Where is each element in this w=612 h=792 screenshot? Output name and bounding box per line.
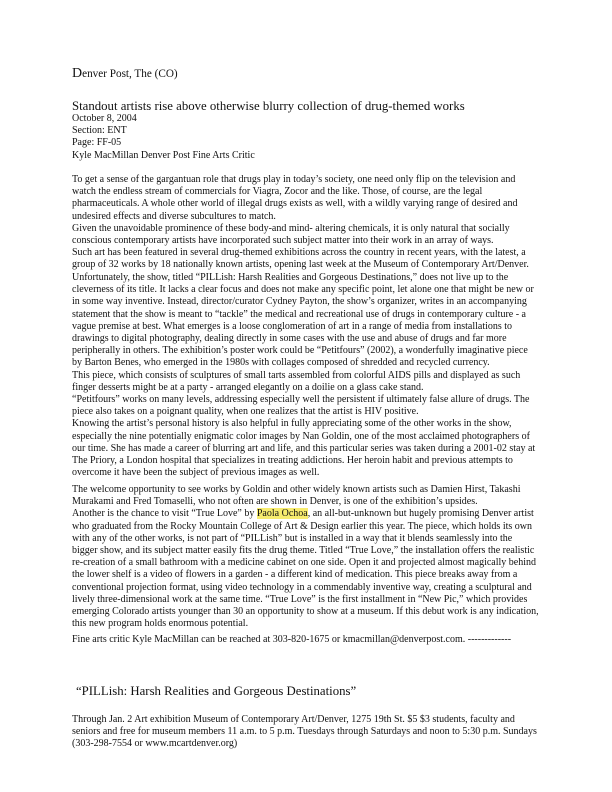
paragraph-group-review: [72, 272, 540, 479]
publication-name: [72, 66, 540, 82]
article-byline: Kyle MacMillan Denver Post Fine Arts Critic: [72, 149, 255, 161]
body-paragraph: The welcome opportunity to see works by Goldin and other widely known artists such as Damien Hirst, Takashi Murakami and Fred Tomaselli, who not often are shown in Denver, is one of the exhibition’s upsides.: [72, 484, 521, 508]
exhibit-title: “PILLish: Harsh Realities and Gorgeous Destinations”: [76, 684, 357, 698]
article-meta: [72, 113, 540, 162]
body-paragraph: This piece, which consists of sculptures of small tarts assembled from colorful AIDS pills and displayed as such finger desserts might be at a party - arranged elegantly on a doilie on a glass cake stand.: [72, 369, 521, 393]
article-page: Page: FF-05: [72, 137, 122, 149]
body-paragraph: Unfortunately, the show, titled “PILLish: Harsh Realities and Gorgeous Destinations,” does not live up to the cleverness of its title. It lacks a clear focus and does not make any specific point, let alone one that might be new or in some way inventive. Instead, director/curator Cydney Payton, the show’s organizer, writes in an accompanying statement that the show is meant to “tackle” the medical and recreational use of drugs in contemporary culture - a vague premise at best. What emerges is a loose conglomeration of art in a range of media from installations to drawings to digital photography, dealing directly in some cases with the use and abuse of drugs and far more peripherally in others. The exhibition’s poster work could be “Petitfours” (2002), a wonderfully imaginative piece by Barton Benes, who emerged in the 1980s with collages composed of shredded and recycled currency.: [72, 272, 534, 369]
text-before-highlight: Another is the chance to visit “True Love” by: [72, 508, 257, 520]
paragraph-group-upsides: [72, 484, 540, 630]
body-paragraph: Knowing the artist’s personal history is also helpful in fully appreciating some of the other works in the show, especially the nine potentially enigmatic color images by Nan Goldin, one of the most acclaimed photographers of our time. She has made a career of blurring art and life, and this particular series was taken during a 2001-02 stay at The Priory, a London hospital that specializes in treating addictions. Her heroin habit and previous attempts to overcome it have been the subject of previous images as well.: [72, 418, 536, 479]
article-title: Standout artists rise above otherwise blurry collection of drug-themed works: [72, 99, 465, 113]
exhibit-info: Through Jan. 2 Art exhibition Museum of Contemporary Art/Denver, 1275 19th St. $5 $3 students, faculty and seniors and free for museum members 11 a.m. to 5 p.m. Tuesdays through Saturdays and noon to 5:30 p.m. Sundays (303-298-7554 or www.mcartdenver.org): [72, 714, 537, 750]
body-paragraph: “Petitfours” works on many levels, addressing especially well the persistent if ultimately false allure of drugs. The piece also takes on a poignant quality, when one realizes that the artist is HIV positive.: [72, 394, 530, 418]
body-paragraph: To get a sense of the gargantuan role that drugs play in today’s society, one need only flip on the television and watch the endless stream of commercials for Viagra, Zocor and the like. Those, of course, are the legal pharmaceuticals. A whole other world of illegal drugs exists as well, with a wildly varying range of desired and undesired effects and diverse subcultures to match.: [72, 174, 518, 222]
body-paragraph-highlighted: [72, 508, 540, 630]
publication-name-rest: enver Post, The (CO): [82, 68, 178, 80]
article-section: Section: ENT: [72, 125, 127, 137]
paragraph-group-intro: [72, 174, 540, 272]
publication-initial: D: [72, 66, 83, 81]
highlighted-artist-name: Paola Ochoa: [256, 508, 308, 520]
body-paragraph: Given the unavoidable prominence of these body-and mind- altering chemicals, it is only natural that socially conscious contemporary artists have incorporated such subject matter into their work in an array of ways.: [72, 222, 510, 247]
body-paragraph: Such art has been featured in several drug-themed exhibitions across the country in recent years, with the latest, a group of 32 works by 18 nationally known artists, opening last week at the Museum of Contemporary Art/Denver.: [72, 247, 529, 271]
text-after-highlight: , an all-but-unknown but hugely promising Denver artist who graduated from the Rocky Mountain College of Art & Design earlier this year. The piece, which holds its own with any of the other works, is not part of “PILLish” but is installed in a way that it blends seamlessly into the bigger show, and its subject matter easily fits the drug theme. Titled “True Love,” the installation offers the realistic re-creation of a small bathroom with a medicine cabinet on one side. Open it and projected almost magically behind the lower shelf is a video of flowers in a garden - a different kind of medication. This piece breaks away from a conventional projection format, using video technology in a commendably inventive way, creating a sculptural and lively three-dimensional work at the same time. “True Love” is the first installment in “New Pic,” which provides emerging Colorado artists younger than 30 an opportunity to show at a museum. If this debut work is any indication, this new program holds enormous potential.: [72, 508, 539, 630]
article-date: October 8, 2004: [72, 113, 137, 124]
contact-line: Fine arts critic Kyle MacMillan can be reached at 303-820-1675 or kmacmillan@denverpost.com. -------------: [72, 634, 512, 645]
